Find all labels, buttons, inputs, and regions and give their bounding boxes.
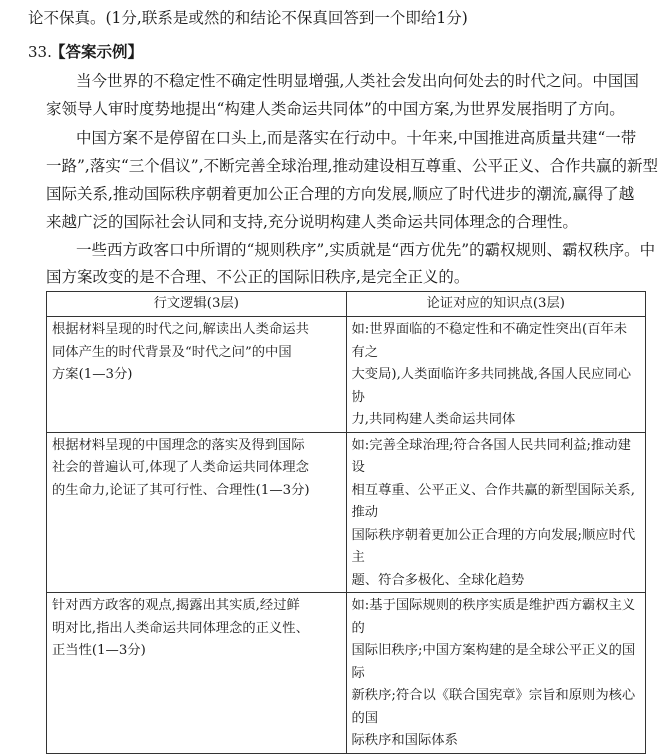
table-header-row	[47, 292, 646, 317]
knowledge-line: 大变局),人类面临许多共同挑战,各国人民应同心协	[351, 367, 632, 405]
header-logic: 行文逻辑(3层)	[47, 292, 347, 317]
question-heading: 【答案示例】	[50, 42, 144, 61]
paragraph-1-line-2: 家领导人审时度势地提出“构建人类命运共同体”的中国方案,为世界发展指明了方向。	[46, 100, 625, 118]
paragraph-2-line-3: 国际关系,推动国际秩序朝着更加公正合理的方向发展,顺应了时代进步的潮流,赢得了越	[46, 185, 635, 203]
knowledge-cell	[346, 317, 646, 433]
knowledge-cell	[346, 432, 646, 593]
paragraph-3-line-1: 一些西方政客口中所谓的“规则秩序”,实质就是“西方优先”的霸权规则、霸权秩序。中	[76, 241, 656, 259]
paragraph-2-line-1: 中国方案不是停留在口头上,而是落实在行动中。十年来,中国推进高质量共建“一带	[76, 129, 637, 147]
knowledge-line: 如:完善全球治理;符合各国人民共同利益;推动建设	[351, 437, 631, 475]
logic-line: 社会的普遍认可,体现了人类命运共同体理念	[52, 460, 309, 475]
table-row	[47, 593, 646, 754]
logic-line: 针对西方政客的观点,揭露出其实质,经过鲜	[52, 598, 300, 613]
logic-cell	[47, 432, 347, 593]
logic-cell	[47, 593, 347, 754]
logic-line: 方案(1—3分)	[52, 367, 133, 382]
knowledge-cell	[346, 593, 646, 754]
scoring-table	[46, 291, 646, 754]
logic-line: 根据材料呈现的中国理念的落实及得到国际	[52, 437, 305, 453]
question-number: 33.	[28, 43, 52, 61]
knowledge-line: 题、符合多极化、全球化趋势	[351, 572, 525, 588]
logic-line: 的生命力,论证了其可行性、合理性(1—3分)	[52, 482, 310, 498]
paragraph-3-line-2: 国方案改变的是不合理、不公正的国际旧秩序,是完全正义的。	[46, 268, 470, 286]
logic-cell	[47, 317, 347, 433]
previous-answer-line: 论不保真。(1分,联系是或然的和结论不保真回答到一个即给1分)	[28, 9, 468, 27]
table-row	[47, 317, 646, 433]
logic-line: 明对比,指出人类命运共同体理念的正义性、	[52, 620, 309, 636]
knowledge-line: 国际秩序朝着更加公正合理的方向发展;顺应时代主	[351, 527, 636, 565]
knowledge-line: 国际旧秩序;中国方案构建的是全球公平正义的国际	[351, 643, 636, 681]
knowledge-line: 相互尊重、公平正义、合作共赢的新型国际关系,推动	[351, 482, 635, 520]
knowledge-line: 力,共同构建人类命运共同体	[351, 412, 516, 427]
paragraph-2-line-2: 一路”,落实“三个倡议”,不断完善全球治理,推动建设相互尊重、公平正义、合作共赢的新型	[46, 157, 659, 175]
paragraph-1-line-1: 当今世界的不稳定性不确定性明显增强,人类社会发出向何处去的时代之问。中国国	[76, 72, 639, 90]
knowledge-line: 如:基于国际规则的秩序实质是维护西方霸权主义的	[351, 598, 636, 636]
logic-line: 同体产生的时代背景及“时代之问”的中国	[52, 344, 292, 360]
logic-line: 根据材料呈现的时代之问,解读出人类命运共	[52, 322, 309, 337]
table-row	[47, 432, 646, 593]
header-knowledge-points: 论证对应的知识点(3层)	[346, 292, 646, 317]
logic-line: 正当性(1—3分)	[52, 643, 146, 658]
knowledge-line: 际秩序和国际体系	[351, 733, 458, 748]
paragraph-2-line-4: 来越广泛的国际社会认同和支持,充分说明构建人类命运共同体理念的合理性。	[46, 213, 578, 231]
knowledge-line: 新秩序;符合以《联合国宪章》宗旨和原则为核心的国	[351, 688, 636, 726]
knowledge-line: 如:世界面临的不稳定性和不确定性突出(百年未有之	[351, 322, 628, 360]
